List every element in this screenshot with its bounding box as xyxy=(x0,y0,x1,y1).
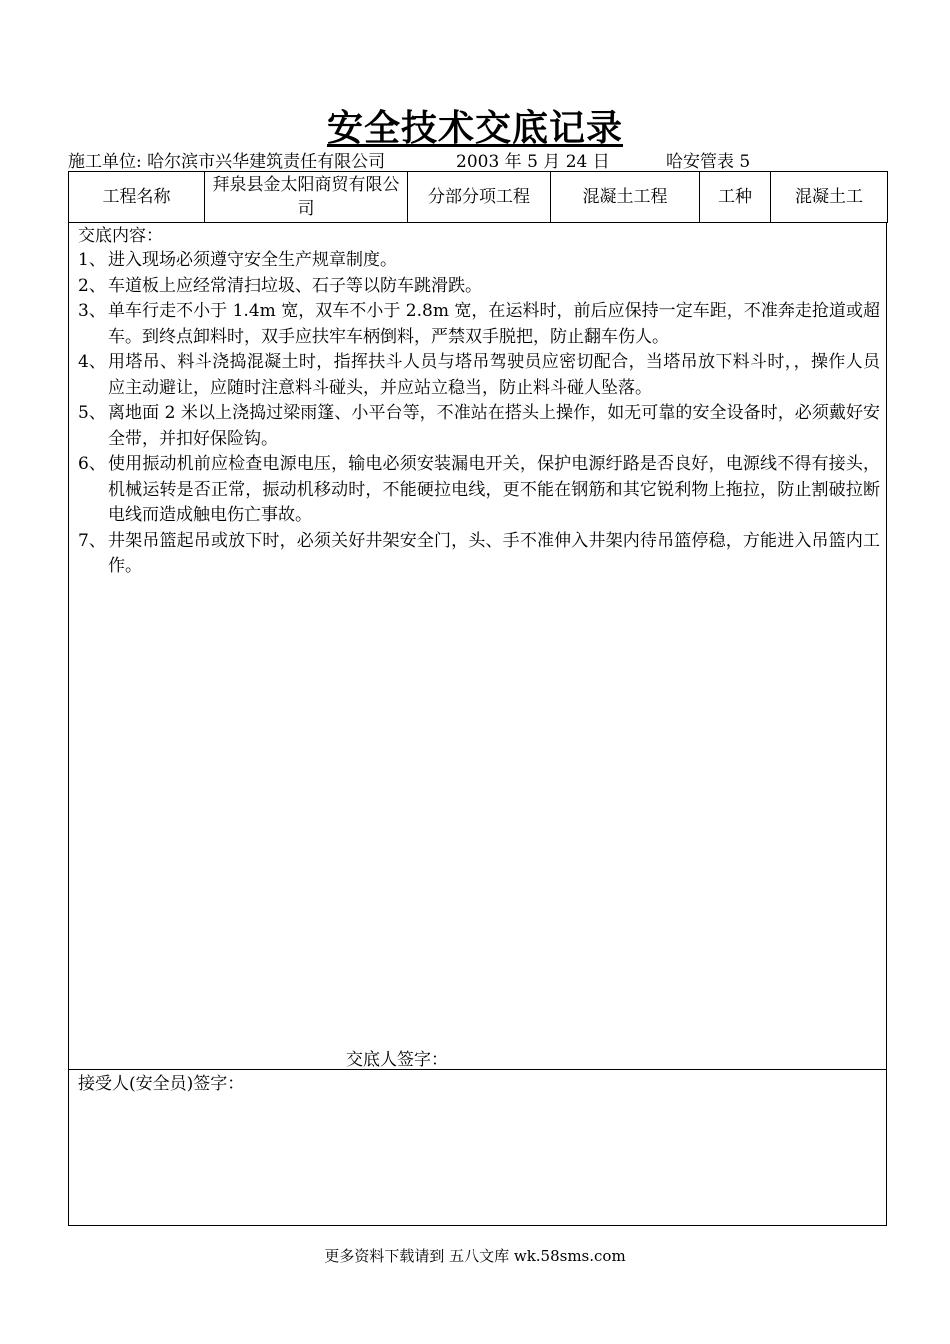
receiver-signature-label: 接受人(安全员)签字： xyxy=(78,1074,245,1094)
section-value: 混凝土工程 xyxy=(551,172,700,223)
footer-note: 更多资料下载请到 五八文库 wk.58sms.com xyxy=(324,1247,626,1265)
document-title: 安全技术交底记录 xyxy=(326,107,623,149)
record-date: 2003 年 5 月 24 日 xyxy=(456,152,610,172)
form-number: 哈安管表 5 xyxy=(666,152,751,172)
item-text: 井架吊篮起吊或放下时，必须关好井架安全门，头、手不准伸入井架内待吊篮停稳，方能进入吊篮内工作。 xyxy=(108,530,880,576)
item-text: 离地面 2 米以上浇捣过梁雨篷、小平台等，不准站在搭头上操作，如无可靠的安全设备时，必须戴好安全带，并扣好保险钩。 xyxy=(108,403,880,449)
content-heading: 交底内容： xyxy=(78,226,163,246)
item-number: 7、 xyxy=(78,530,106,551)
project-info-table xyxy=(68,171,888,223)
item-number: 1、 xyxy=(78,250,106,270)
list-item xyxy=(78,274,880,300)
list-item xyxy=(78,401,880,452)
list-item xyxy=(78,299,880,350)
trade-value: 混凝土工 xyxy=(771,172,888,223)
item-number: 2、 xyxy=(78,275,106,296)
list-item xyxy=(78,248,880,274)
section-label: 分部分项工程 xyxy=(408,172,551,223)
item-number: 6、 xyxy=(78,454,106,474)
item-text: 用塔吊、料斗浇捣混凝土时，指挥扶斗人员与塔吊驾驶员应密切配合，当塔吊放下料斗时，，操作人员应主动避让，应随时注意料斗碰头，并应站立稳当，防止料斗碰人坠落。 xyxy=(108,352,880,398)
construction-unit: 施工单位: 哈尔滨市兴华建筑责任有限公司 xyxy=(68,152,386,172)
list-item xyxy=(78,350,880,401)
project-name-value: 拜泉县金太阳商贸有限公司 xyxy=(205,172,408,223)
trade-label: 工种 xyxy=(700,172,771,223)
project-name-label: 工程名称 xyxy=(69,172,205,223)
table-row xyxy=(69,172,888,223)
item-text: 进入现场必须遵守安全生产规章制度。 xyxy=(108,250,397,270)
item-text: 使用振动机前应检查电源电压，输电必须安装漏电开关，保护电源纡路是否良好，电源线不得有接头，机械运转是否正常，振动机移动时，不能硬拉电线，更不能在钢筋和其它锐利物上拖拉，防止割破拉断电线而造成触电伤亡事故。 xyxy=(108,454,880,525)
discloser-signature-label: 交底人签字： xyxy=(346,1050,448,1070)
list-item xyxy=(78,529,880,580)
item-text: 车道板上应经常清扫垃圾、石子等以防车跳滑跌。 xyxy=(108,275,482,296)
item-number: 4、 xyxy=(78,352,106,372)
item-number: 3、 xyxy=(78,301,106,321)
item-text: 单车行走不小于 1.4m 宽，双车不小于 2.8m 宽，在运料时，前后应保持一定车距，不准奔走抢道或超车。到终点卸料时，双手应扶牢车柄倒料，严禁双手脱把，防止翻车伤人。 xyxy=(108,301,880,347)
receiver-signature-box xyxy=(68,1069,887,1226)
disclosure-items xyxy=(78,248,880,580)
item-number: 5、 xyxy=(78,403,106,423)
list-item xyxy=(78,452,880,529)
disclosure-content-box xyxy=(68,222,887,1070)
